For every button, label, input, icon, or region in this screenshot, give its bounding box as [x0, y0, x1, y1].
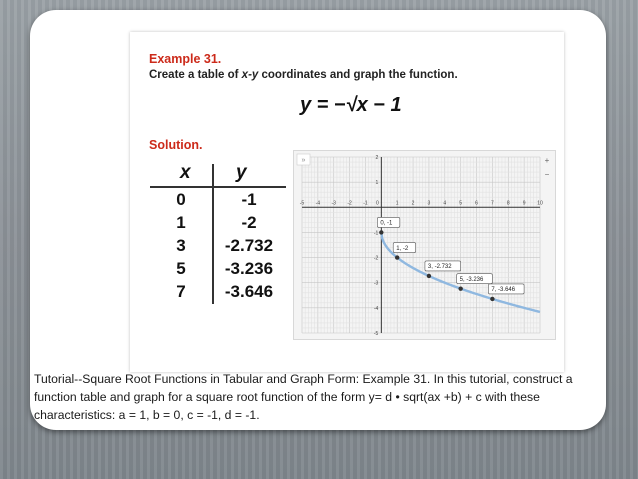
x-tick-label: -2: [347, 200, 352, 207]
slide-caption: Tutorial--Square Root Functions in Tabular and Graph Form: Example 31. In this tutorial, construct a function table and graph for a square root function of the form y= d • sqrt(ax +b) + c with these characteristics: a = 1, b = 0, c = -1, d = -1.: [34, 372, 573, 422]
x-tick-label: 6: [475, 200, 478, 207]
table-cell-x: 0: [176, 190, 186, 209]
solution-label: Solution.: [149, 138, 203, 152]
data-point: [458, 286, 462, 290]
example-instruction: Create a table of x-y coordinates and graph the function.: [149, 69, 458, 81]
x-tick-label: 9: [522, 200, 526, 207]
point-label: 3, -2.732: [427, 264, 452, 271]
y-tick-label: 2: [375, 155, 379, 161]
data-point: [379, 230, 383, 234]
function-graph[interactable]: [293, 150, 556, 340]
x-tick-label: -4: [315, 200, 321, 207]
x-tick-label: 10: [537, 200, 543, 207]
data-point: [395, 255, 399, 259]
x-tick-label: 8: [506, 200, 510, 207]
example-title: Example 31.: [149, 52, 222, 66]
zoom-in-button: +: [544, 156, 550, 165]
table-cell-x: 1: [176, 213, 186, 232]
x-tick-label: 5: [459, 200, 463, 207]
slide-content: [130, 32, 564, 372]
x-tick-label: 4: [443, 200, 447, 207]
data-point: [427, 274, 431, 278]
x-tick-label: 1: [395, 200, 399, 207]
point-label: 5, -3.236: [459, 276, 484, 283]
x-tick-label: -5: [299, 200, 305, 207]
table-cell-x: 3: [176, 236, 186, 255]
x-tick-label: 0: [375, 200, 379, 207]
table-cell-y: -2: [241, 213, 257, 232]
table-cell-y: -3.236: [224, 259, 274, 278]
x-tick-label: 3: [427, 200, 431, 207]
table-cell-x: 7: [176, 282, 186, 301]
table-header-y: y: [236, 162, 247, 183]
table-header-x: x: [180, 162, 191, 183]
x-tick-label: -1: [363, 200, 368, 207]
point-label: 7, -3.646: [491, 287, 516, 294]
graph-canvas: [294, 151, 555, 339]
equation: [300, 94, 440, 122]
point-label: 1, -2: [396, 245, 409, 252]
data-point: [490, 297, 494, 301]
y-tick-label: -4: [373, 305, 379, 312]
y-tick-label: -2: [373, 255, 379, 262]
x-tick-label: 7: [491, 200, 494, 207]
x-tick-label: -3: [331, 200, 336, 207]
x-tick-label: 2: [411, 200, 415, 207]
table-cell-y: -1: [241, 190, 257, 209]
table-cell-y: -2.732: [224, 236, 274, 255]
y-tick-label: 1: [375, 180, 379, 187]
equation-text: y = −√x − 1: [300, 94, 402, 116]
y-tick-label: -1: [373, 230, 379, 237]
point-label: 0, -1: [380, 220, 393, 227]
y-tick-label: -5: [373, 331, 379, 337]
y-tick-label: -3: [373, 280, 379, 287]
table-divider-horizontal: [150, 186, 286, 188]
expand-icon: »: [301, 157, 306, 164]
table-cell-x: 5: [176, 259, 186, 278]
xy-table: [150, 160, 286, 308]
table-cell-y: -3.646: [224, 282, 274, 301]
zoom-out-button: −: [544, 170, 550, 179]
